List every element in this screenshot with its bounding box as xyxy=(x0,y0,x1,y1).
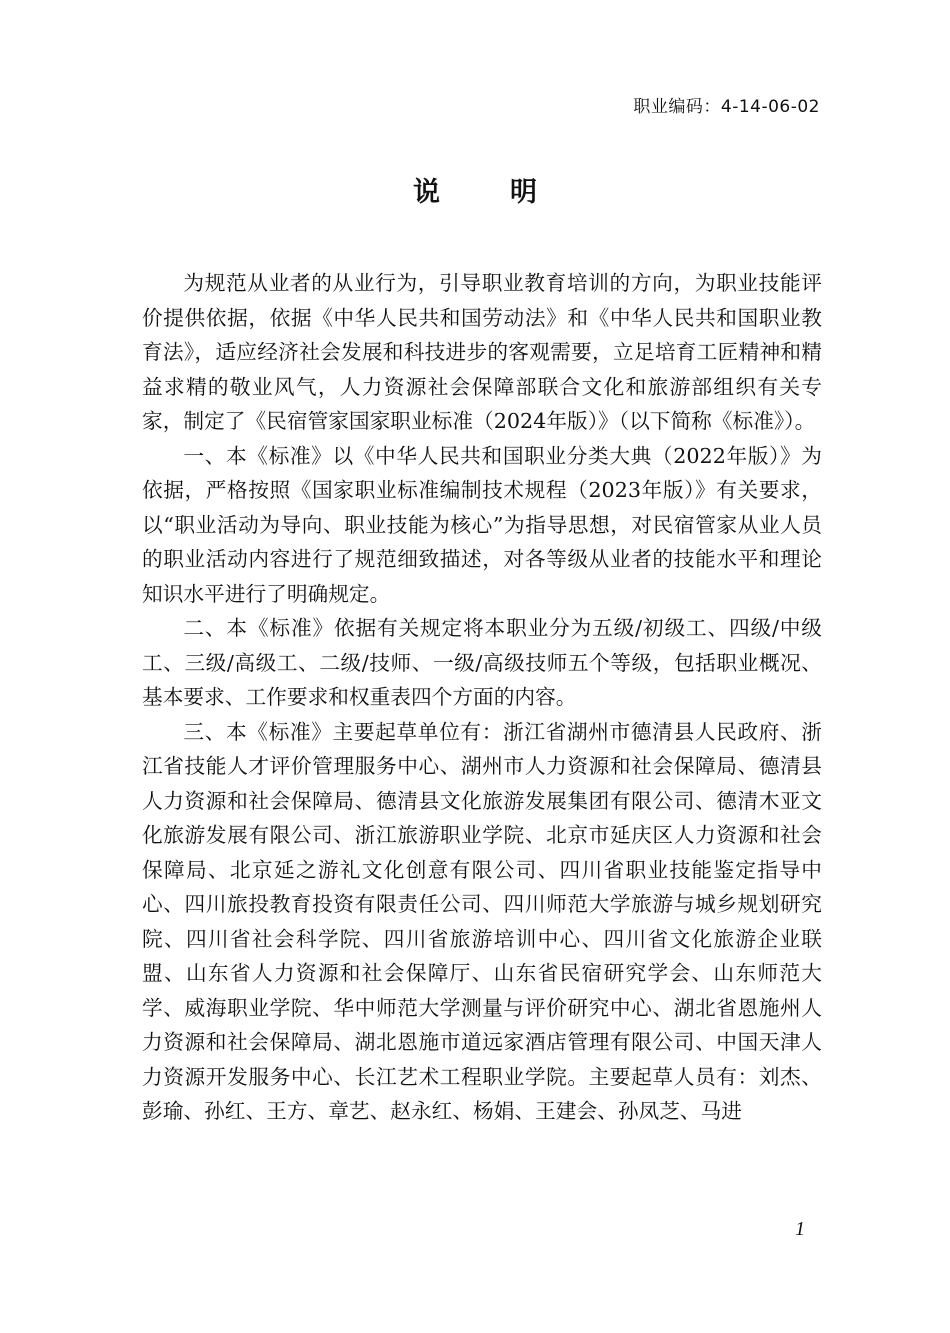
page-number: 1 xyxy=(795,1218,805,1240)
paragraph-intro: 为规范从业者的从业行为，引导职业教育培训的方向，为职业技能评价提供依据，依据《中华人民共和国劳动法》和《中华人民共和国职业教育法》，适应经济社会发展和科技进步的客观需要，立足培育工匠精神和精益求精的敬业风气，人力资源社会保障部联合文化和旅游部组织有关专家，制定了《民宿管家国家职业标准（2024年版）》（以下简称《标准》）。 xyxy=(142,271,822,433)
paragraph-2: 二、本《标准》依据有关规定将本职业分为五级/初级工、四级/中级工、三级/高级工、二级/技师、一级/高级技师五个等级，包括职业概况、基本要求、工作要求和权重表四个方面的内容。 xyxy=(142,616,822,709)
occupation-code: 职业编码：4-14-06-02 xyxy=(633,97,820,117)
document-body xyxy=(142,266,822,1129)
paragraph-1: 一、本《标准》以《中华人民共和国职业分类大典（2022年版）》为依据，严格按照《国家职业标准编制技术规程（2023年版）》有关要求，以“职业活动为导向、职业技能为核心”为指导思想，对民宿管家从业人员的职业活动内容进行了规范细致描述，对各等级从业者的技能水平和理论知识水平进行了明确规定。 xyxy=(142,443,822,606)
paragraph-3: 三、本《标准》主要起草单位有：浙江省湖州市德清县人民政府、浙江省技能人才评价管理服务中心、湖州市人力资源和社会保障局、德清县人力资源和社会保障局、德清县文化旅游发展集团有限公司、德清木亚文化旅游发展有限公司、浙江旅游职业学院、北京市延庆区人力资源和社会保障局、北京延之游礼文化创意有限公司、四川省职业技能鉴定指导中心、四川旅投教育投资有限责任公司、四川师范大学旅游与城乡规划研究院、四川省社会科学院、四川省旅游培训中心、四川省文化旅游企业联盟、山东省人力资源和社会保障厅、山东省民宿研究学会、山东师范大学、威海职业学院、华中师范大学测量与评价研究中心、湖北省恩施州人力资源和社会保障局、湖北恩施市道远家酒店管理有限公司、中国天津人力资源开发服务中心、长江艺术工程职业学院。主要起草人员有：刘杰、彭瑜、孙红、王方、章艺、赵永红、杨娟、王建会、孙凤芝、马进 xyxy=(142,719,822,1123)
page-title: 说明 xyxy=(413,177,607,208)
